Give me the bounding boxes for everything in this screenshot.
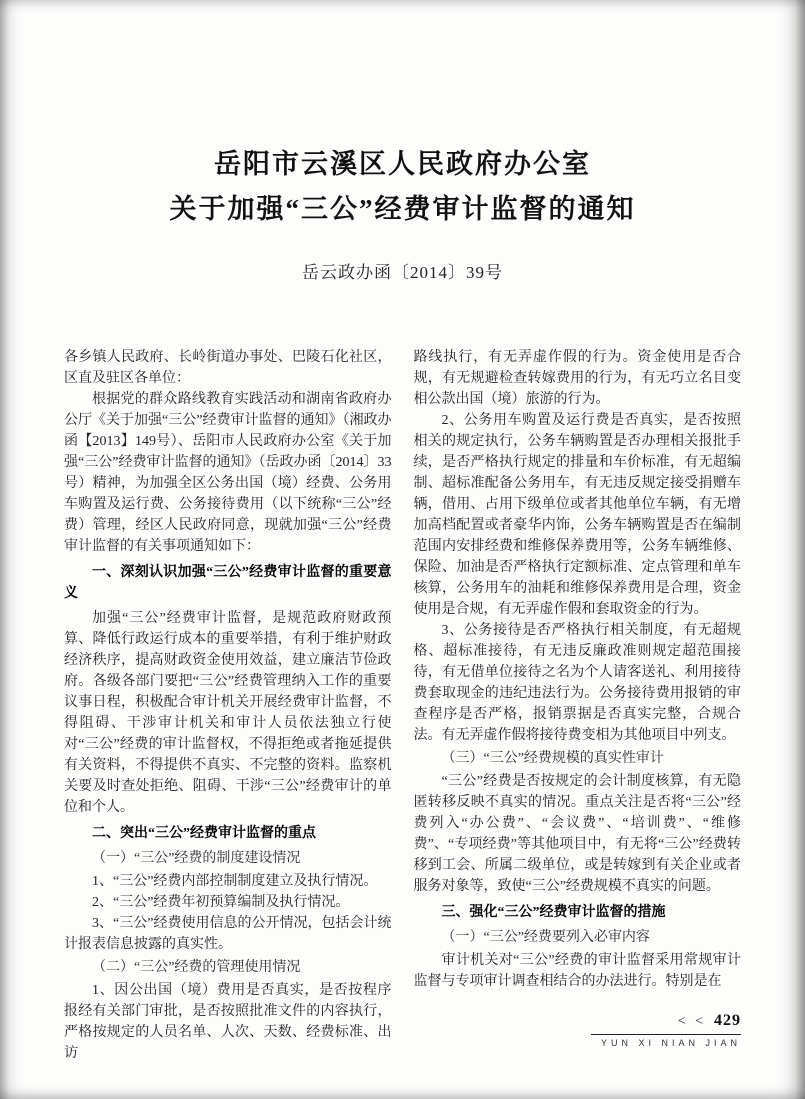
document-title [64,142,741,232]
section-heading: 一、深刻认识加强“三公”经费审计监督的重要意义 [64,565,392,601]
paragraph: 2、“三公”经费年初预算编制及执行情况。 [92,895,350,910]
journal-name: YUN XI NIAN JIAN [600,1038,741,1048]
paragraph: 3、“三公”经费使用信息的公开情况，包括会计统计报表信息披露的真实性。 [64,916,392,952]
paragraph: 2、公务用车购置及运行费是否真实，是否按照相关的规定执行，公务车辆购置是否办理相关报批手续，是否严格执行规定的排量和车价标准，有无超编制、超标准配备公务用车，有无违反规定接受捐赠车辆，借用、占用下级单位或者其他单位车辆，有无增加高档配置或者豪华内饰，公务车辆购置是否在编制范围内安排经费和维修保养费用等，公务车辆维修、保险、加油是否严格执行定额标准、定点管理和单车核算，公务用车的油耗和维修保养费用是合理，资金使用是合规，有无弄虚作假和套取资金的行为。 [413,413,741,617]
paragraph: 1、因公出国（境）费用是否真实，是否按程序报经有关部门审批，是否按照批准文件的内容执行，严格按规定的人员名单、人次、天数、经费标准、出访 [64,983,392,1061]
paragraph: 1、“三公”经费内部控制制度建立及执行情况。 [92,874,378,889]
page-number [591,1012,741,1030]
page-marker-arrows: < < [677,1014,706,1029]
paragraph: （三）“三公”经费规模的真实性审计 [441,751,664,766]
title-line-1: 岳阳市云溪区人民政府办公室 [214,149,591,179]
footer-divider [591,1034,741,1035]
right-column [414,347,742,1064]
paragraph: “三公”经费是否按规定的会计制度核算，有无隐匿转移反映不真实的情况。重点关注是否将“三公”经费列入“办公费”、“会议费”、“培训费”、“维修费”、“专项经费”等其他项目中，有无将“三公”经费转移到工会、所属二级单位，或是转嫁到有关企业或者服务对象等，致使“三公”经费规模不真实的问题。 [413,774,741,894]
paragraph: 各乡镇人民政府、长岭街道办事处、巴陵石化社区，区直及驻区各单位： [64,350,392,386]
title-line-2: 关于加强“三公”经费审计监督的通知 [169,194,636,224]
paragraph: （一）“三公”经费要列入必审内容 [441,930,650,945]
paragraph: 3、公务接待是否严格执行相关制度，有无超规格、超标准接待，有无违反廉政准则规定超范围接待，有无借单位接待之名为个人请客送礼、利用接待费套取现金的违纪违法行为。公务接待费用报销的审查程序是否严格，报销票据是否真实完整，合规合法。有无弄虚作假将接待费变相为其他项目中列支。 [413,623,741,743]
page-number-value: 429 [714,1012,741,1029]
paragraph: （一）“三公”经费的制度建设情况 [92,851,301,866]
document-number: 岳云政办函〔2014〕39号 [302,263,503,282]
section-heading: 二、突出“三公”经费审计监督的重点 [92,826,316,841]
paragraph: 路线执行，有无弄虚作假的行为。资金使用是否合规，有无规避检查转嫁费用的行为，有无巧立名目变相公款出国（境）旅游的行为。 [413,350,741,407]
section-heading: 三、强化“三公”经费审计监督的措施 [441,905,666,920]
paragraph: （二）“三公”经费的管理使用情况 [92,960,301,975]
paragraph: 加强“三公”经费审计监督，是规范政府财政预算、降低行政运行成本的重要举措，有利于维护财政经济秩序，提高财政资金使用效益，建立廉洁节俭政府。各级各部门要把“三公”经费管理纳入工作的重要议事日程，积极配合审计机关开展经费审计监督，不得阻碍、干涉审计机关和审计人员依法独立行使对“三公”经费的审计监督权，不得拒绝或者拖延提供有关资料，不得提供不真实、不完整的资料。监察机关要及时查处拒绝、阻碍、干涉“三公”经费审计的单位和个人。 [64,611,392,815]
left-column [64,347,392,1064]
paragraph: 审计机关对“三公”经费的审计监督采用常规审计监督与专项审计调查相结合的办法进行。特别是在 [413,953,741,989]
body-columns [64,347,741,1064]
page-footer [591,1012,741,1048]
paragraph: 根据党的群众路线教育实践活动和湖南省政府办公厅《关于加强“三公”经费审计监督的通知》（湘政办函【2013】149号）、岳阳市人民政府办公室《关于加强“三公”经费审计监督的通知》（岳政办函〔2014〕33号）精神，为加强全区公务出国（境）经费、公务用车购置及运行费、公务接待费用（以下统称“三公”经费）管理，经区人民政府同意，现就加强“三公”经费审计监督的有关事项通知如下： [64,392,392,554]
